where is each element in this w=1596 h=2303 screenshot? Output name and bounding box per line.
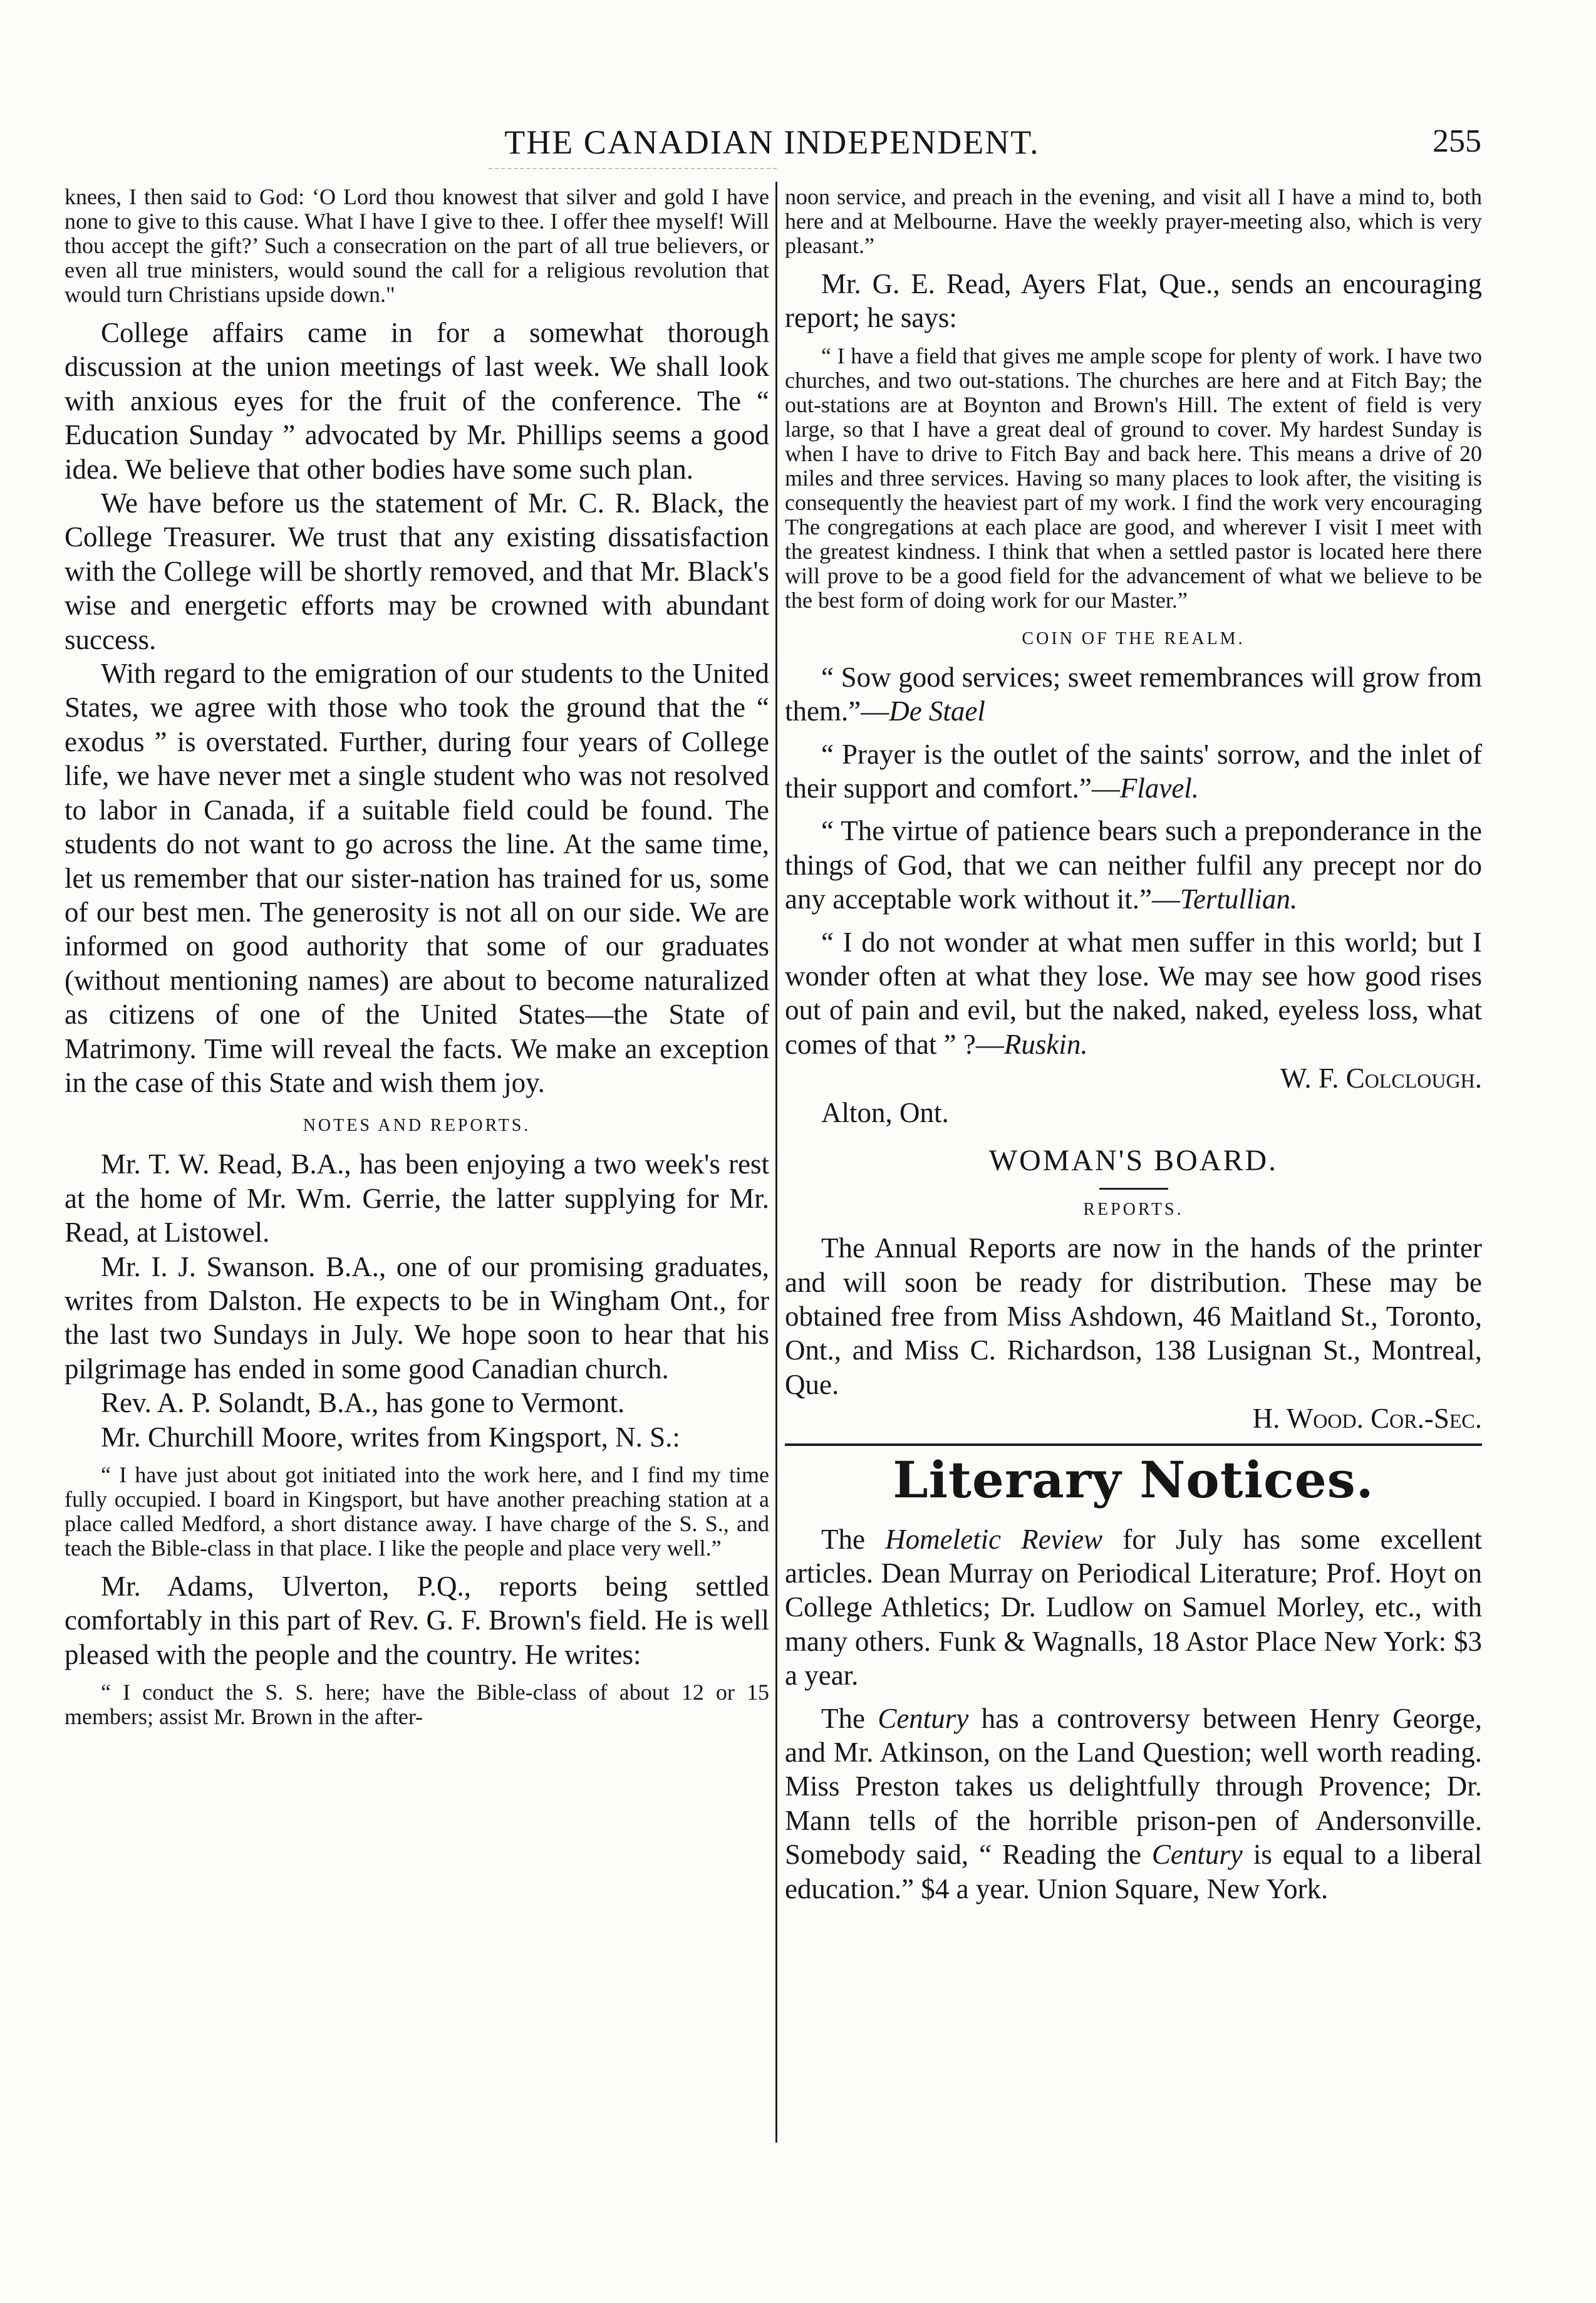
coin-quote-4 bbox=[785, 925, 1482, 1062]
note-swanson: Mr. I. J. Swanson. B.A., one of our promising graduates, writes from Dalston. He expects to be in Wingham Ont., for the last two Sundays in July. We hope soon to hear that his pilgrimage has ended in some good Canadian church. bbox=[65, 1250, 769, 1385]
notice-1-text: for July has some excellent articles. Dean Murray on Periodical Literature; Prof. Hoyt on College Athletics; Dr. Ludlow on Samuel Morley, etc., with many others. Funk & Wagnalls, 18 Astor Place New York: $3 a year. bbox=[785, 1523, 1482, 1692]
paragraph-college-affairs: College affairs came in for a somewhat thorough discussion at the union meetings of last week. We shall look with anxious eyes for the fruit of the conference. The “ Education Sunday ” advocated by Mr. Phillips seems a good idea. We believe that other bodies have some such plan. bbox=[65, 317, 769, 485]
note-g-e-read: Mr. G. E. Read, Ayers Flat, Que., sends an encouraging report; he says: bbox=[785, 268, 1482, 334]
notice-2-lead: The bbox=[821, 1702, 878, 1734]
coin-quote-2 bbox=[785, 737, 1482, 806]
quote-continuation: knees, I then said to God: ‘O Lord thou knowest that silver and gold I have none to give to this cause. What I have I give to thee. I offer thee myself! Will thou accept the gift?’ Such a consecration on the part of all true believers, or even all true ministers, would sound the call for a religious revolution that would turn Christians upside down." bbox=[65, 184, 769, 307]
section-heading-literary-notices: Literary Notices. bbox=[893, 1450, 1374, 1509]
notice-1-lead: The bbox=[821, 1523, 886, 1555]
page-number: 255 bbox=[1433, 123, 1481, 159]
note-adams: Mr. Adams, Ulverton, P.Q., reports being settled comfortably in this part of Rev. G. F. Brown's field. He is well pleased with the people and the country. He writes: bbox=[65, 1571, 769, 1670]
note-moore: Mr. Churchill Moore, writes from Kingsport, N. S.: bbox=[101, 1421, 680, 1453]
section-heading-notes: NOTES AND REPORTS. bbox=[303, 1116, 531, 1136]
quote-adams: “ I conduct the S. S. here; have the Bible-class of about 12 or 15 members; assist Mr. Brown in the after- bbox=[65, 1680, 769, 1730]
notice-2-text: has a controversy between Henry George, and Mr. Atkinson, on the Land Question; well worth reading. Miss Preston takes us delightfully through Provence; Dr. Mann tells of the horrible prison-pen of Andersonville. Somebody said, “ Reading the bbox=[785, 1702, 1482, 1871]
coin-quote-3-text: “ The virtue of patience bears such a preponderance in the things of God, that we can neither fulfil any precept nor do any acceptable work without it.”— bbox=[785, 815, 1482, 915]
column-divider bbox=[775, 182, 777, 2143]
note-read: Mr. T. W. Read, B.A., has been enjoying a two week's rest at the home of Mr. Wm. Gerrie, the latter supplying for Mr. Read, at Listowel. bbox=[65, 1148, 769, 1249]
signature: W. F. Colclough. bbox=[1280, 1063, 1482, 1094]
heading-rule bbox=[1099, 1188, 1168, 1190]
coin-quote-4-text: “ I do not wonder at what men suffer in this world; but I wonder often at what they lose. We may see how good rises out of pain and evil, but the naked, naked, eyeless loss, what comes of that ” ?— bbox=[785, 926, 1482, 1060]
literary-notice-century bbox=[785, 1702, 1482, 1906]
coin-quote-3 bbox=[785, 814, 1482, 916]
coin-quote-1-text: “ Sow good services; sweet remembrances will grow from them.”— bbox=[785, 661, 1482, 727]
section-heading-coin: COIN OF THE REALM. bbox=[1022, 628, 1245, 648]
left-column bbox=[65, 185, 769, 1729]
paragraph-treasurer: We have before us the statement of Mr. C. R. Black, the College Treasurer. We trust that any existing dissatisfaction with the College will be shortly removed, and that Mr. Black's wise and energetic efforts may be crowned with abundant success. bbox=[65, 487, 769, 655]
journal-title: THE CANADIAN INDEPENDENT. bbox=[504, 123, 1040, 161]
notice-2-title-repeat: Century bbox=[1151, 1839, 1243, 1871]
quote-g-e-read: “ I have a field that gives me ample scope for plenty of work. I have two churches, and two out-stations. The churches are here and at Fitch Bay; the out-stations are at Boynton and Brown's Hill. The extent of field is very large, so that I have a great deal of ground to cover. My hardest Sunday is when I have to drive to Fitch Bay and back here. This means a drive of 20 miles and three services. Having so many places to look after, the visiting is consequently the heaviest part of my work. I find the work very encouraging The congregations at each place are good, and wherever I visit I meet with the greatest kindness. I think that when a settled pastor is located here there will prove to be a good field for the advancement of what we believe to be the best form of doing work for our Master.” bbox=[785, 343, 1482, 613]
running-header bbox=[63, 123, 1481, 167]
section-heading-womans-board: WOMAN'S BOARD. bbox=[988, 1144, 1278, 1178]
note-solandt: Rev. A. P. Solandt, B.A., has gone to Vermont. bbox=[101, 1387, 625, 1419]
coin-quote-4-author: Ruskin. bbox=[1003, 1028, 1088, 1060]
quote-adams-continuation: noon service, and preach in the evening, and visit all I have a mind to, both here and at Melbourne. Have the weekly prayer-meeting also, which is very pleasant.” bbox=[785, 184, 1482, 258]
signature-place: Alton, Ont. bbox=[821, 1096, 949, 1128]
section-rule bbox=[785, 1443, 1482, 1446]
coin-quote-1 bbox=[785, 660, 1482, 729]
coin-quote-2-text: “ Prayer is the outlet of the saints' sorrow, and the inlet of their support and comfort.”— bbox=[785, 738, 1482, 804]
board-report-text: The Annual Reports are now in the hands of the printer and will soon be ready for distribution. These may be obtained free from Miss Ashdown, 46 Maitland St., Toronto, Ont., and Miss C. Richardson, 138 Lusignan St., Montreal, Que. bbox=[785, 1232, 1482, 1400]
right-column bbox=[785, 185, 1482, 1906]
literary-notice-homiletic bbox=[785, 1522, 1482, 1693]
quote-moore: “ I have just about got initiated into the work here, and I find my time fully occupied. I board in Kingsport, but have another preaching station at a place called Medford, a short distance away. I have charge of the S. S., and teach the Bible-class in that place. I like the people and place very well.” bbox=[65, 1462, 769, 1561]
coin-quote-1-author: De Stael bbox=[889, 695, 985, 727]
notice-2-title: Century bbox=[878, 1702, 969, 1734]
coin-quote-3-author: Tertullian. bbox=[1180, 883, 1298, 915]
paragraph-emigration: With regard to the emigration of our students to the United States, we agree with those who took the ground that the “ exodus ” is overstated. Further, during four years of College life, we have never met a single student who was not resolved to labor in Canada, if a suitable field could be found. The students do not want to go across the line. At the same time, let us remember that our sister-nation has trained for us, some of our best men. The generosity is not all on our side. We are informed on good authority that some of our graduates (without mentioning names) are about to become naturalized as citizens of one of the United States—the State of Matrimony. Time will reveal the facts. We make an exception in the case of this State and wish them joy. bbox=[65, 658, 769, 1098]
board-signature: H. Wood. Cor.-Sec. bbox=[1252, 1403, 1482, 1435]
subheading-reports: REPORTS. bbox=[1083, 1200, 1184, 1220]
notice-2-end: is equal to a liberal education.” $4 a year. Union Square, New York. bbox=[785, 1839, 1482, 1905]
coin-quote-2-author: Flavel. bbox=[1119, 772, 1200, 804]
header-rule bbox=[489, 168, 777, 169]
notice-1-title: Homeletic Review bbox=[885, 1523, 1103, 1555]
